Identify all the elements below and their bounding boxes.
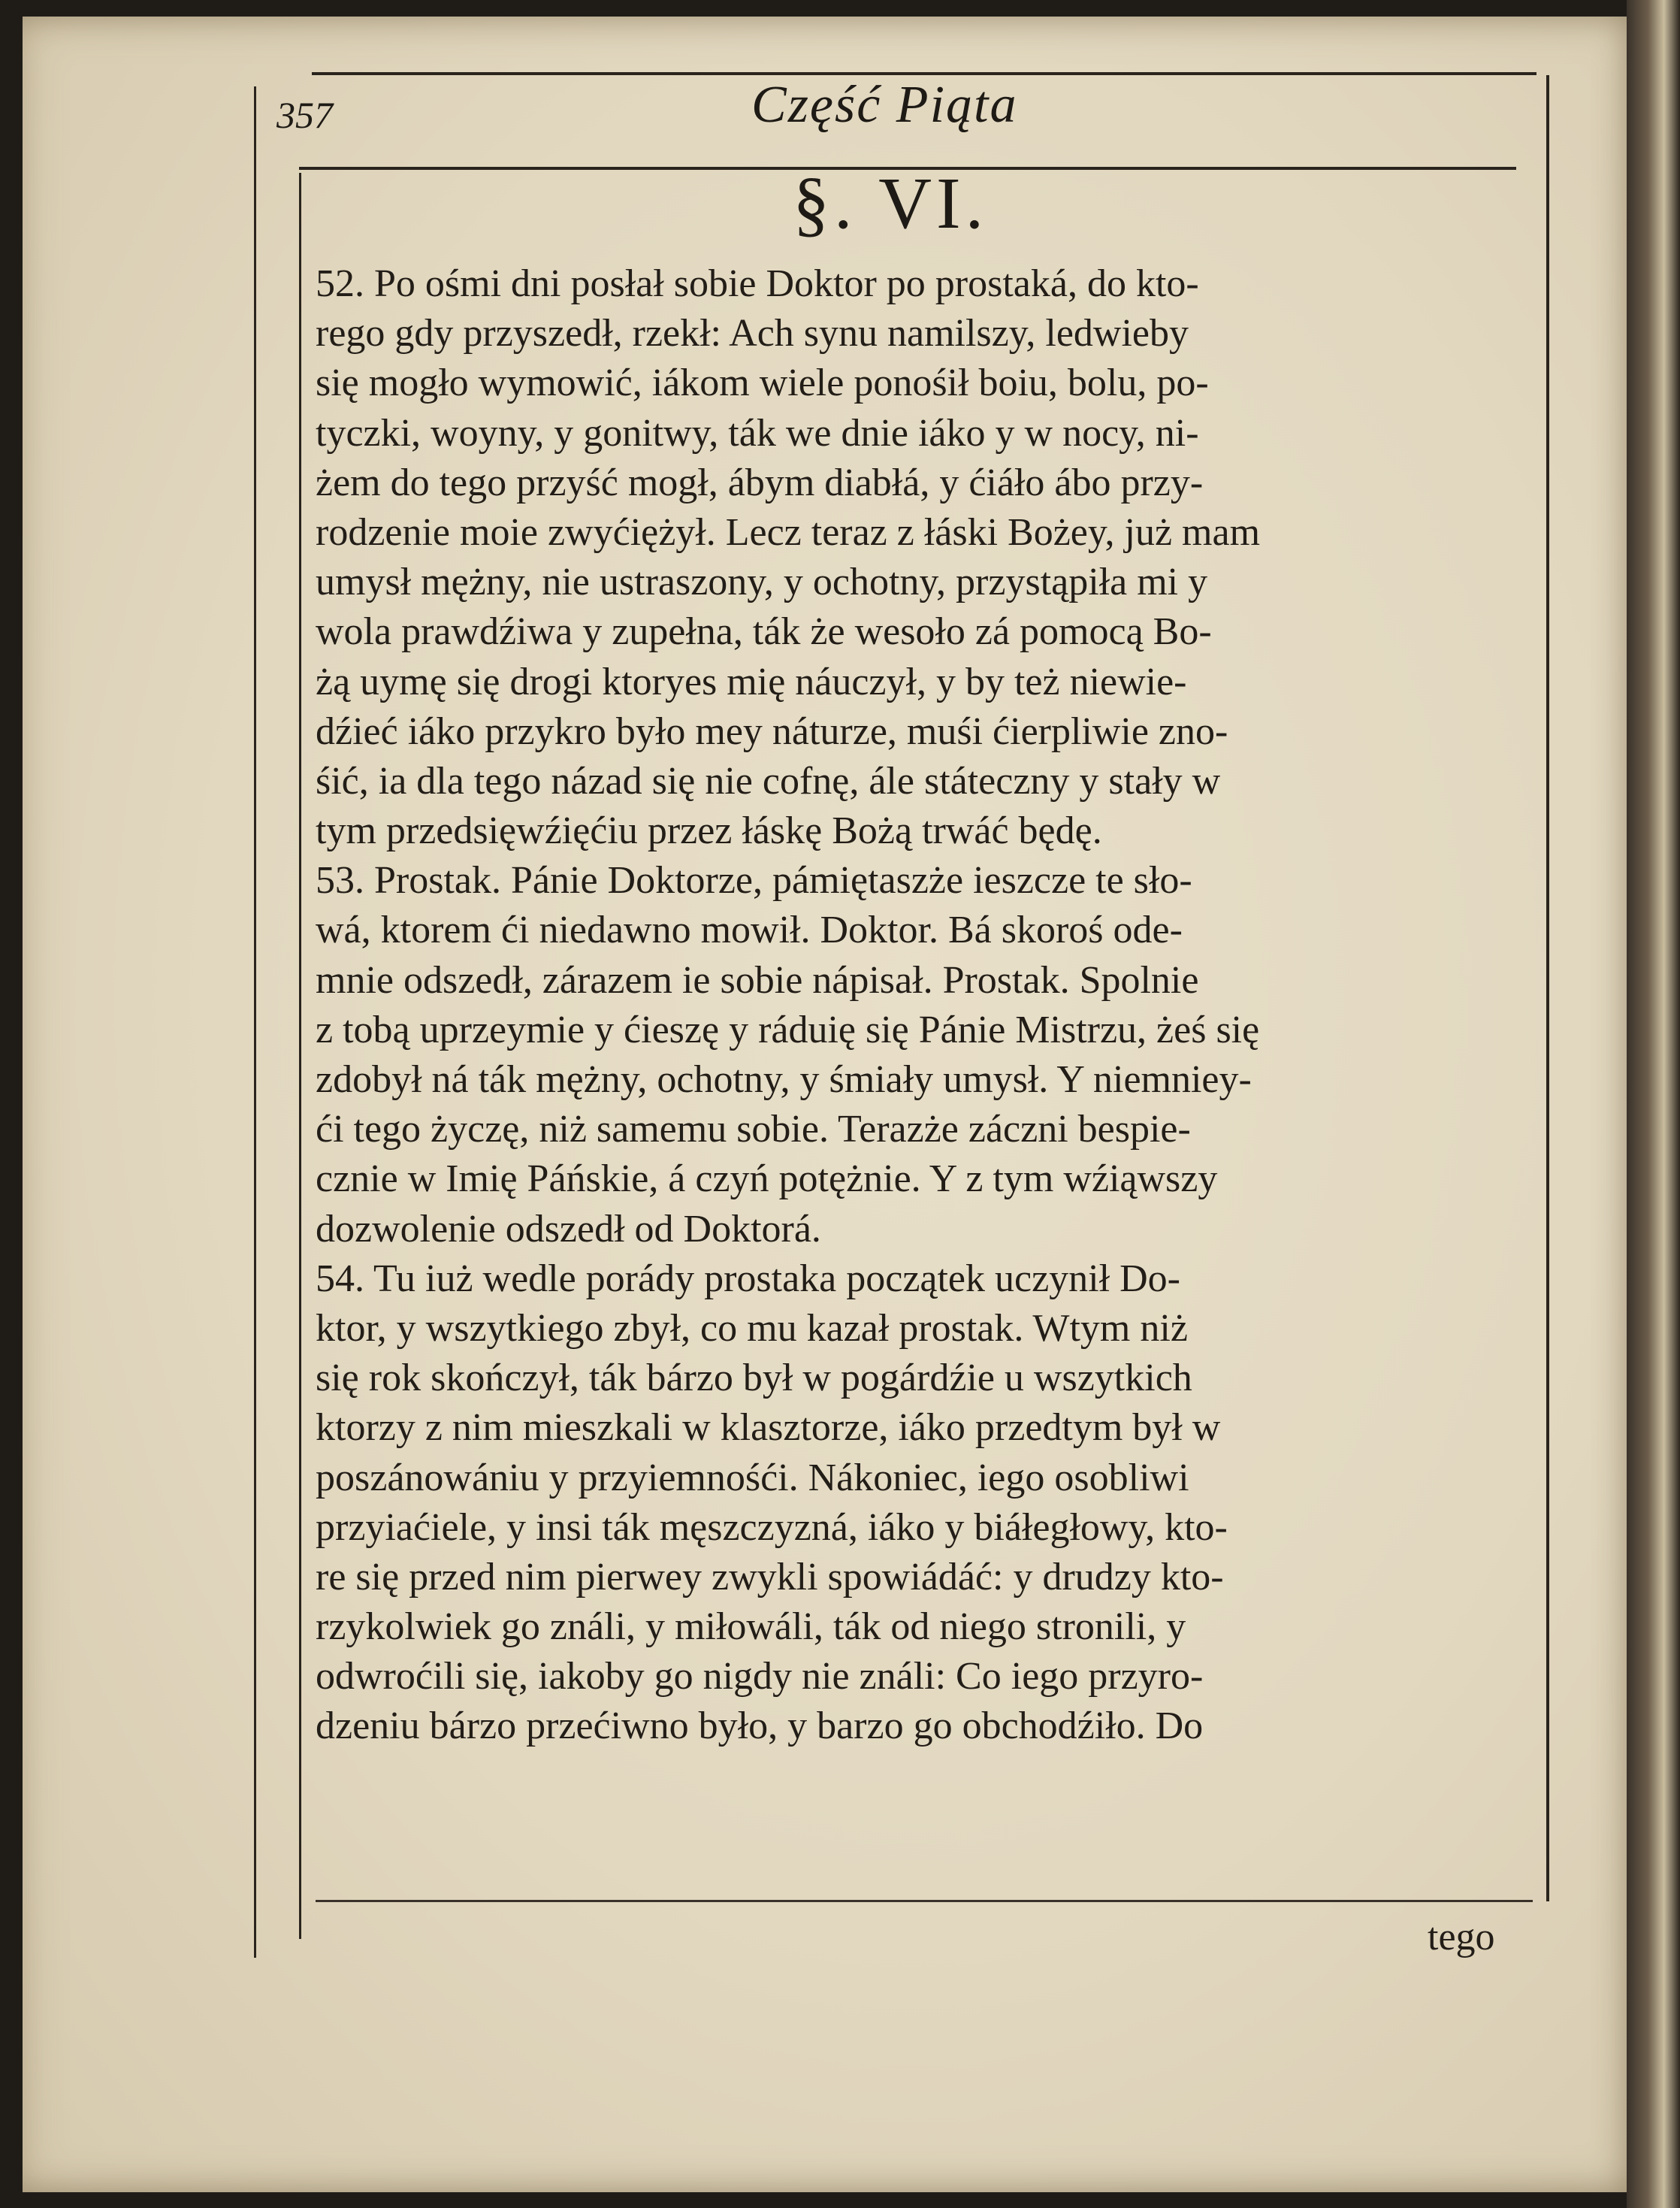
text-line: rzykolwiek go ználi, y miłowáli, ták od niego stronili, y [316, 1605, 1186, 1649]
text-line: wá, ktorem ći niedawno mowił. Doktor. Bá skoroś ode- [316, 909, 1183, 952]
running-head: Część Piąta [751, 76, 1018, 134]
page-number: 357 [276, 94, 333, 136]
text-line: wola prawdźiwa y zupełna, ták że wesoło zá pomocą Bo- [316, 610, 1212, 654]
text-line: 54. Tu iuż wedle porády prostaka początek uczynił Do- [316, 1257, 1180, 1300]
text-line: się mogło wymowić, iákom wiele ponośił boiu, bolu, po- [316, 361, 1209, 405]
text-line: ći tego życzę, niż samemu sobie. Terazże záczni bespie- [316, 1108, 1191, 1151]
text-line: re się przed nim pierwey zwykli spowiádáć: y drudzy kto- [316, 1555, 1224, 1599]
text-line: żą uymę się drogi ktoryes mię náuczył, y by też niewie- [316, 660, 1187, 703]
text-line: rego gdy przyszedł, rzekł: Ach synu namilszy, ledwieby [316, 312, 1189, 355]
text-line: rodzenie moie zwyćiężył. Lecz teraz z łáski Bożey, już mam [316, 510, 1261, 554]
text-line: tym przedsięwźięćiu przez łáskę Bożą trwáć będę. [316, 809, 1102, 853]
body-text [316, 259, 1548, 1752]
text-line: ktorzy z nim mieszkali w klasztorze, iáko przedtym był w [316, 1406, 1221, 1450]
text-line: umysł mężny, nie ustraszony, y ochotny, przystąpiła mi y [316, 561, 1208, 604]
text-line: 52. Po ośmi dni posłał sobie Doktor po prostaká, do kto- [316, 262, 1199, 305]
catchword: tego [1428, 1916, 1495, 1958]
frame-rule-left-inner [299, 173, 301, 1939]
frame-rule-left-outer [254, 86, 256, 1958]
text-line: mnie odszedł, zárazem ie sobie nápisał. Prostak. Spolnie [316, 958, 1199, 1002]
text-line: z tobą uprzeymie y ćieszę y ráduię się Pánie Mistrzu, żeś się [316, 1008, 1260, 1051]
text-line: poszánowániu y przyiemnośći. Nákoniec, iego osobliwi [316, 1456, 1189, 1499]
bottom-rule [316, 1900, 1533, 1902]
text-line: żem do tego przyść mogł, ábym diabłá, y ćiáło ábo przy- [316, 461, 1204, 504]
text-line: ktor, y wszytkiego zbył, co mu kazał prostak. Wtym niż [316, 1306, 1188, 1350]
text-line: dozwolenie odszedł od Doktorá. [316, 1207, 821, 1251]
text-line: zdobył ná ták mężny, ochotny, y śmiały umysł. Y niemniey- [316, 1058, 1252, 1101]
text-line: się rok skończył, ták bárzo był w pogárdźie u wszytkich [316, 1357, 1192, 1400]
book-gutter [1627, 0, 1680, 2208]
section-heading: §. VI. [793, 163, 989, 244]
text-line: 53. Prostak. Pánie Doktorze, pámiętaszże ieszcze te sło- [316, 859, 1192, 903]
text-line: śić, ia dla tego názad się nie cofnę, ále státeczny y stały w [316, 759, 1221, 803]
text-line: tyczki, woyny, y gonitwy, ták we dnie iáko y w nocy, ni- [316, 411, 1199, 455]
text-line: przyiaćiele, y insi ták męszczyzná, iáko y biáłegłowy, kto- [316, 1505, 1228, 1549]
text-line: dzeniu bárzo przećiwno było, y barzo go obchodźiło. Do [316, 1704, 1204, 1748]
text-line: odwroćili się, iakoby go nigdy nie ználi: Co iego przyro- [316, 1655, 1204, 1698]
text-line: dźieć iáko przykro było mey náturze, muśi ćierpliwie zno- [316, 709, 1228, 753]
text-line: cznie w Imię Páńskie, á czyń potężnie. Y z tym wźiąwszy [316, 1157, 1218, 1201]
